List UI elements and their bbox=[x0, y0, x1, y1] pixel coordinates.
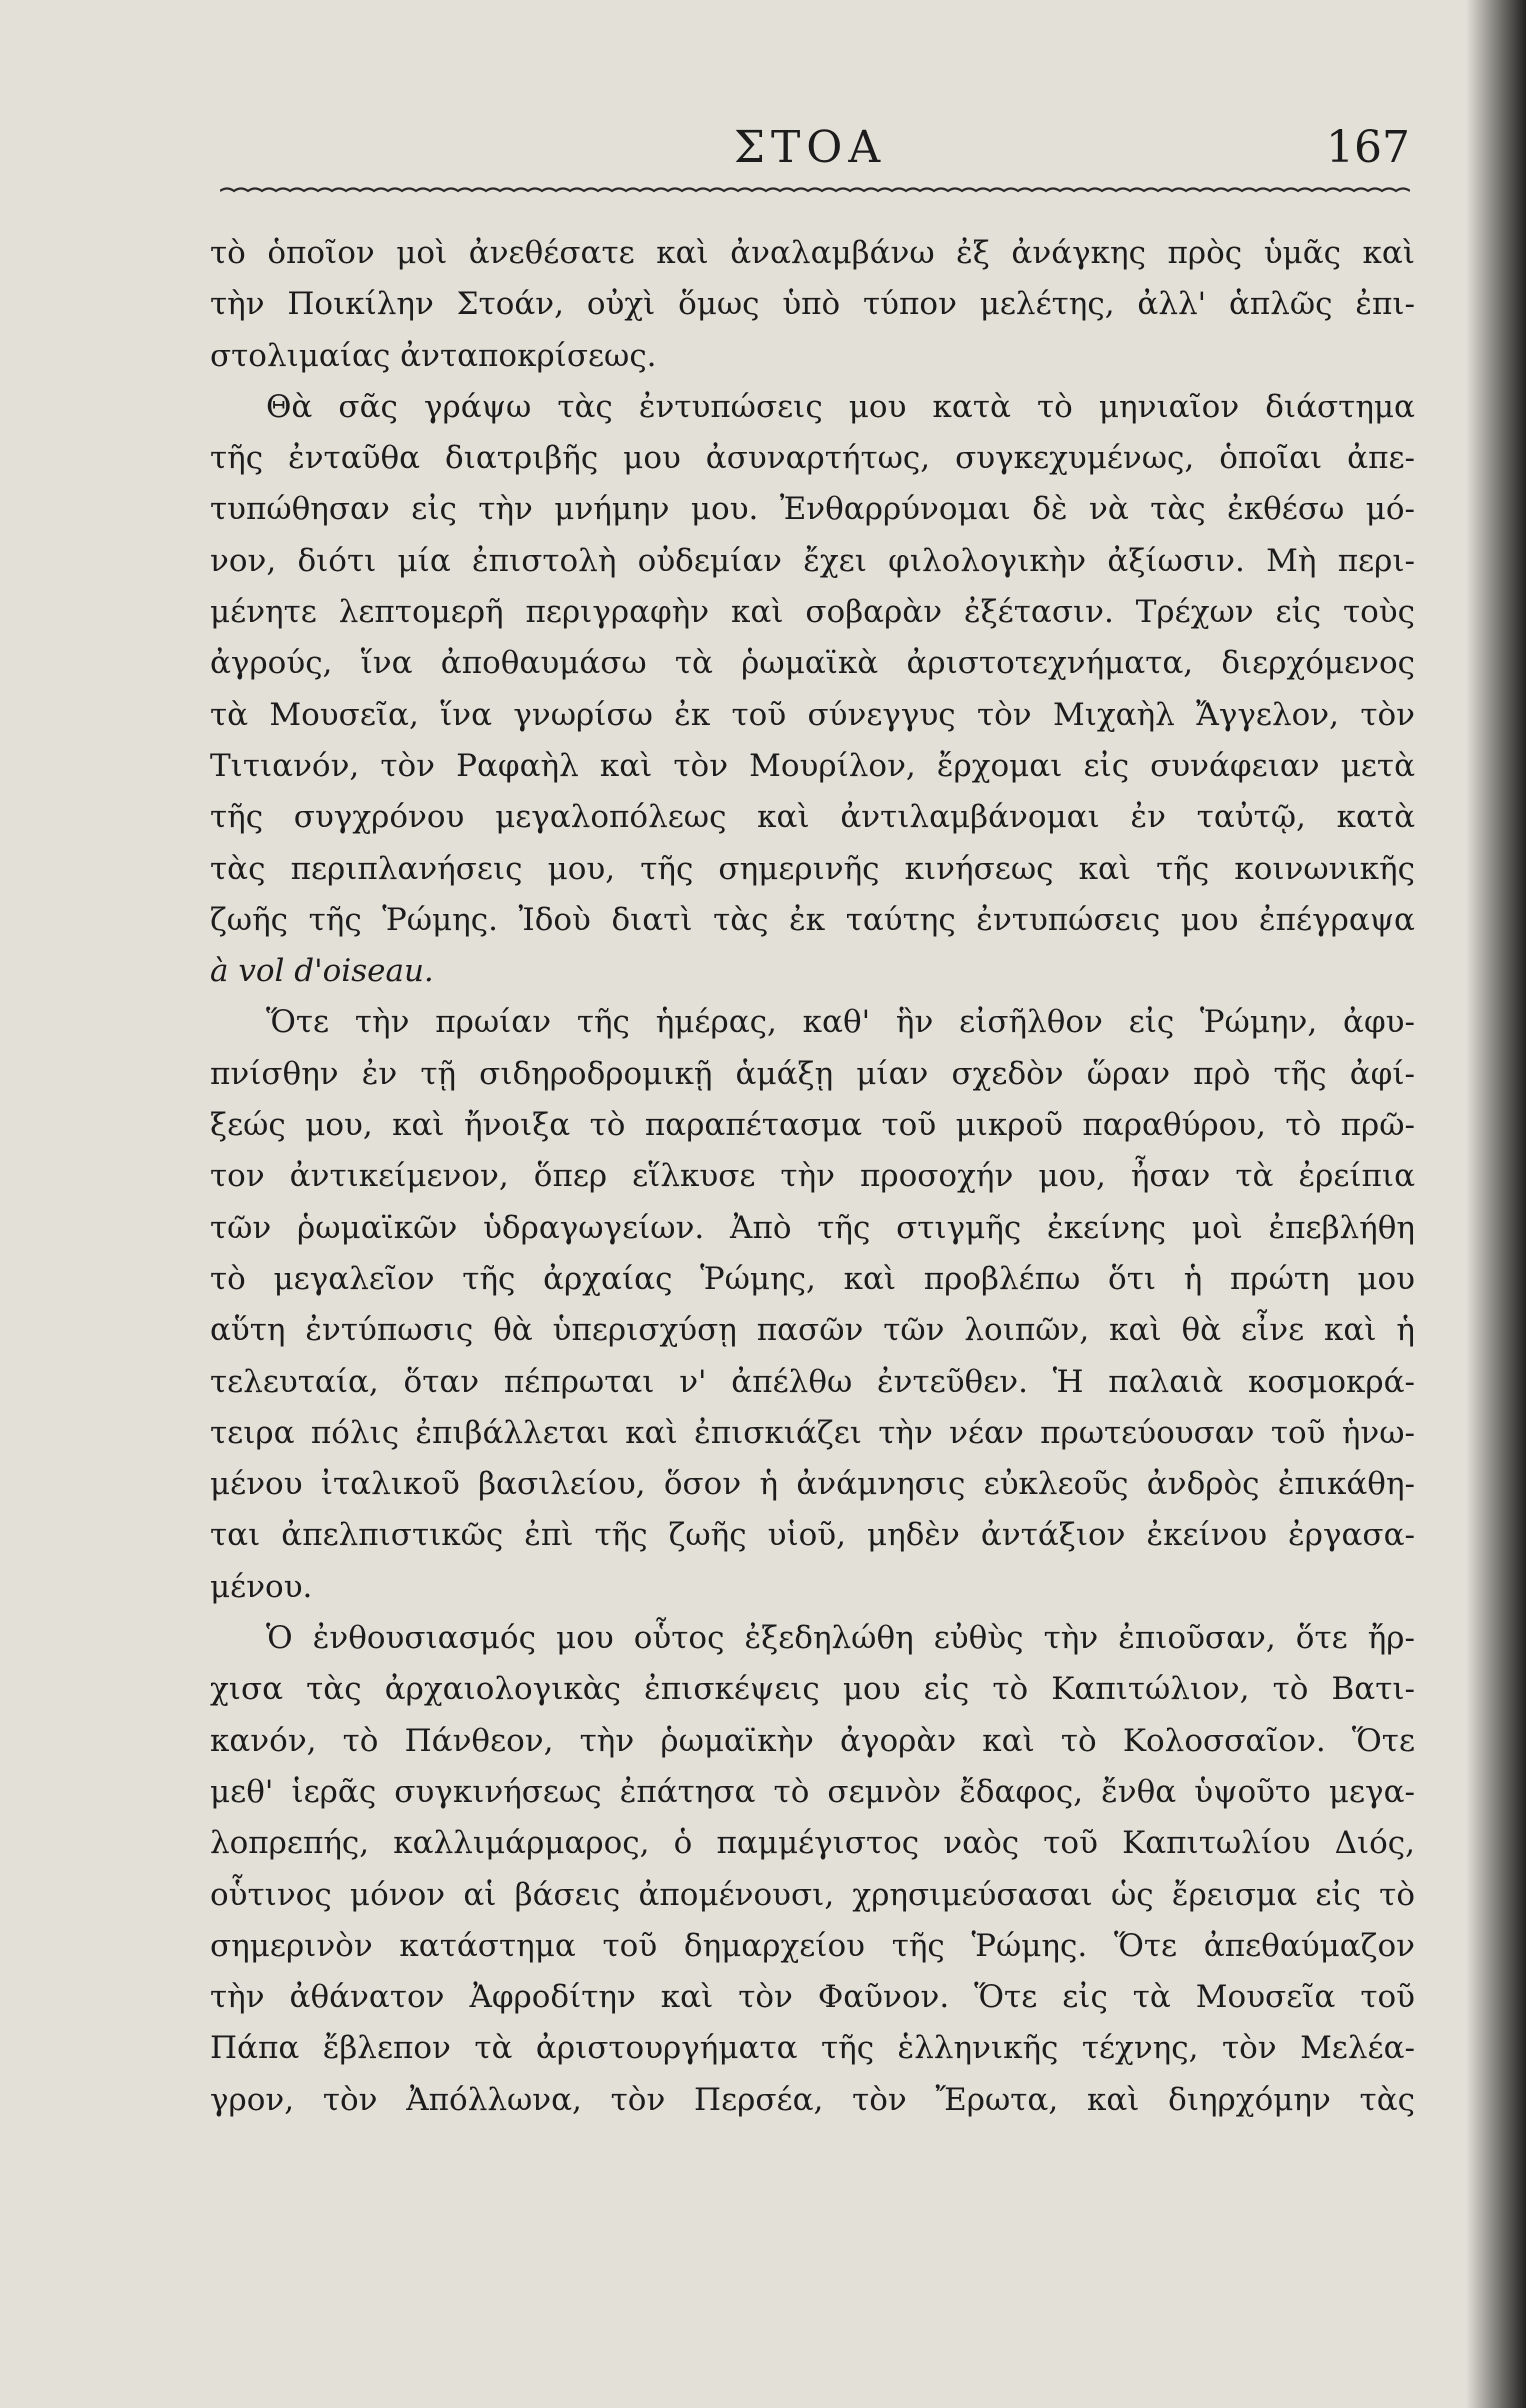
text-line: στολιμαίας ἀνταποκρίσεως. bbox=[210, 337, 657, 374]
text-line: τειρα πόλις ἐπιβάλλεται καὶ ἐπισκιάζει τὴν νέαν πρωτεύουσαν τοῦ ἡνω- bbox=[210, 1414, 1415, 1451]
text-line: λοπρεπής, καλλιμάρμαρος, ὁ παμμέγιστος ναὸς τοῦ Καπιτωλίου Διός, bbox=[210, 1825, 1415, 1862]
text-line: γρον, τὸν Ἀπόλλωνα, τὸν Περσέα, τὸν Ἔρωτα, καὶ διηρχόμην τὰς bbox=[210, 2081, 1415, 2118]
text-line: ζωῆς τῆς Ῥώμης. Ἰδοὺ διατὶ τὰς ἐκ ταύτης ἐντυπώσεις μου ἐπέγραψα bbox=[210, 901, 1415, 938]
text-line: Ὅτε τὴν πρωίαν τῆς ἡμέρας, καθ' ἣν εἰσῆλθον εἰς Ῥώμην, ἀφυ- bbox=[266, 1004, 1415, 1041]
text-line: τὸ μεγαλεῖον τῆς ἀρχαίας Ῥώμης, καὶ προβλέπω ὅτι ἡ πρώτη μου bbox=[210, 1260, 1415, 1297]
paragraph bbox=[210, 1613, 1415, 2126]
text-line: à vol d'oiseau. bbox=[210, 953, 434, 990]
page-number: 167 bbox=[1326, 122, 1410, 173]
text-line: τῆς συγχρόνου μεγαλοπόλεως καὶ ἀντιλαμβάνομαι ἐν ταὐτῷ, κατὰ bbox=[210, 799, 1415, 836]
text-line: Πάπα ἔβλεπον τὰ ἀριστουργήματα τῆς ἑλληνικῆς τέχνης, τὸν Μελέα- bbox=[210, 2030, 1415, 2067]
text-line: πνίσθην ἐν τῇ σιδηροδρομικῇ ἁμάξῃ μίαν σχεδὸν ὥραν πρὸ τῆς ἀφί- bbox=[210, 1055, 1415, 1092]
text-line: μένου ἰταλικοῦ βασιλείου, ὅσον ἡ ἀνάμνησις εὐκλεοῦς ἀνδρὸς ἐπικάθη- bbox=[210, 1466, 1415, 1503]
text-line: Ὁ ἐνθουσιασμός μου οὗτος ἐξεδηλώθη εὐθὺς τὴν ἐπιοῦσαν, ὅτε ἤρ- bbox=[266, 1620, 1415, 1657]
text-line: ξεώς μου, καὶ ἤνοιξα τὸ παραπέτασμα τοῦ μικροῦ παραθύρου, τὸ πρῶ- bbox=[210, 1107, 1415, 1144]
paragraph-end bbox=[210, 1562, 1415, 1613]
text-line: τὴν Ποικίλην Στοάν, οὐχὶ ὅμως ὑπὸ τύπον μελέτης, ἀλλ' ἁπλῶς ἐπι- bbox=[210, 286, 1415, 323]
text-line: οὗτινος μόνον αἱ βάσεις ἀπομένουσι, χρησιμεύσασαι ὡς ἔρεισμα εἰς τὸ bbox=[210, 1876, 1415, 1913]
text-line: χισα τὰς ἀρχαιολογικὰς ἐπισκέψεις μου εἰς τὸ Καπιτώλιον, τὸ Βατι- bbox=[210, 1671, 1415, 1708]
text-line: ἀγρούς, ἵνα ἀποθαυμάσω τὰ ῥωμαϊκὰ ἀριστοτεχνήματα, διερχόμενος bbox=[210, 645, 1415, 682]
paragraph bbox=[210, 997, 1415, 1561]
text-line: τελευταία, ὅταν πέπρωται ν' ἀπέλθω ἐντεῦθεν. Ἡ παλαιὰ κοσμοκρά- bbox=[210, 1363, 1415, 1400]
paragraph-end bbox=[210, 331, 1415, 382]
text-line: τὴν ἀθάνατον Ἀφροδίτην καὶ τὸν Φαῦνον. Ὅτε εἰς τὰ Μουσεῖα τοῦ bbox=[210, 1979, 1415, 2016]
page-edge-shadow bbox=[1466, 0, 1526, 2408]
text-line: Θὰ σᾶς γράψω τὰς ἐντυπώσεις μου κατὰ τὸ μηνιαῖον διάστημα bbox=[266, 388, 1415, 425]
paragraph bbox=[210, 228, 1415, 331]
body-text bbox=[210, 228, 1415, 2126]
paragraph bbox=[210, 382, 1415, 946]
text-line: κανόν, τὸ Πάνθεον, τὴν ῥωμαϊκὴν ἀγορὰν καὶ τὸ Κολοσσαῖον. Ὅτε bbox=[210, 1722, 1415, 1759]
paragraph-end bbox=[210, 946, 1415, 997]
text-line: σημερινὸν κατάστημα τοῦ δημαρχείου τῆς Ῥώμης. Ὅτε ἀπεθαύμαζον bbox=[210, 1927, 1415, 1964]
running-title: ΣΤΟΑ bbox=[733, 122, 887, 173]
text-line: τῆς ἐνταῦθα διατριβῆς μου ἀσυναρτήτως, συγκεχυμένως, ὁποῖαι ἀπε- bbox=[210, 440, 1415, 477]
text-line: τον ἀντικείμενον, ὅπερ εἵλκυσε τὴν προσοχήν μου, ἦσαν τὰ ἐρείπια bbox=[210, 1158, 1415, 1195]
text-line: τὸ ὁποῖον μοὶ ἀνεθέσατε καὶ ἀναλαμβάνω ἐξ ἀνάγκης πρὸς ὑμᾶς καὶ bbox=[210, 235, 1415, 271]
wavy-rule bbox=[220, 182, 1410, 200]
text-line: μένου. bbox=[210, 1568, 313, 1605]
text-line: νον, διότι μία ἐπιστολὴ οὐδεμίαν ἔχει φιλολογικὴν ἀξίωσιν. Μὴ περι- bbox=[210, 542, 1415, 579]
text-line: τυπώθησαν εἰς τὴν μνήμην μου. Ἐνθαρρύνομαι δὲ νὰ τὰς ἐκθέσω μό- bbox=[210, 491, 1415, 528]
text-line: ται ἀπελπιστικῶς ἐπὶ τῆς ζωῆς υἱοῦ, μηδὲν ἀντάξιον ἐκείνου ἐργασα- bbox=[210, 1517, 1415, 1554]
text-line: τὰς περιπλανήσεις μου, τῆς σημερινῆς κινήσεως καὶ τῆς κοινωνικῆς bbox=[210, 850, 1415, 887]
text-line: Τιτιανόν, τὸν Ραφαὴλ καὶ τὸν Μουρίλον, ἔρχομαι εἰς συνάφειαν μετὰ bbox=[210, 747, 1415, 784]
text-line: τῶν ῥωμαϊκῶν ὑδραγωγείων. Ἀπὸ τῆς στιγμῆς ἐκείνης μοὶ ἐπεβλήθη bbox=[210, 1209, 1415, 1246]
text-line: μεθ' ἱερᾶς συγκινήσεως ἐπάτησα τὸ σεμνὸν ἔδαφος, ἔνθα ὑψοῦτο μεγα- bbox=[210, 1773, 1415, 1810]
text-line: αὕτη ἐντύπωσις θὰ ὑπερισχύσῃ πασῶν τῶν λοιπῶν, καὶ θὰ εἶνε καὶ ἡ bbox=[210, 1312, 1415, 1349]
text-line: μένητε λεπτομερῆ περιγραφὴν καὶ σοβαρὰν ἐξέτασιν. Τρέχων εἰς τοὺς bbox=[210, 594, 1415, 631]
text-line: τὰ Μουσεῖα, ἵνα γνωρίσω ἐκ τοῦ σύνεγγυς τὸν Μιχαὴλ Ἄγγελον, τὸν bbox=[210, 696, 1415, 733]
